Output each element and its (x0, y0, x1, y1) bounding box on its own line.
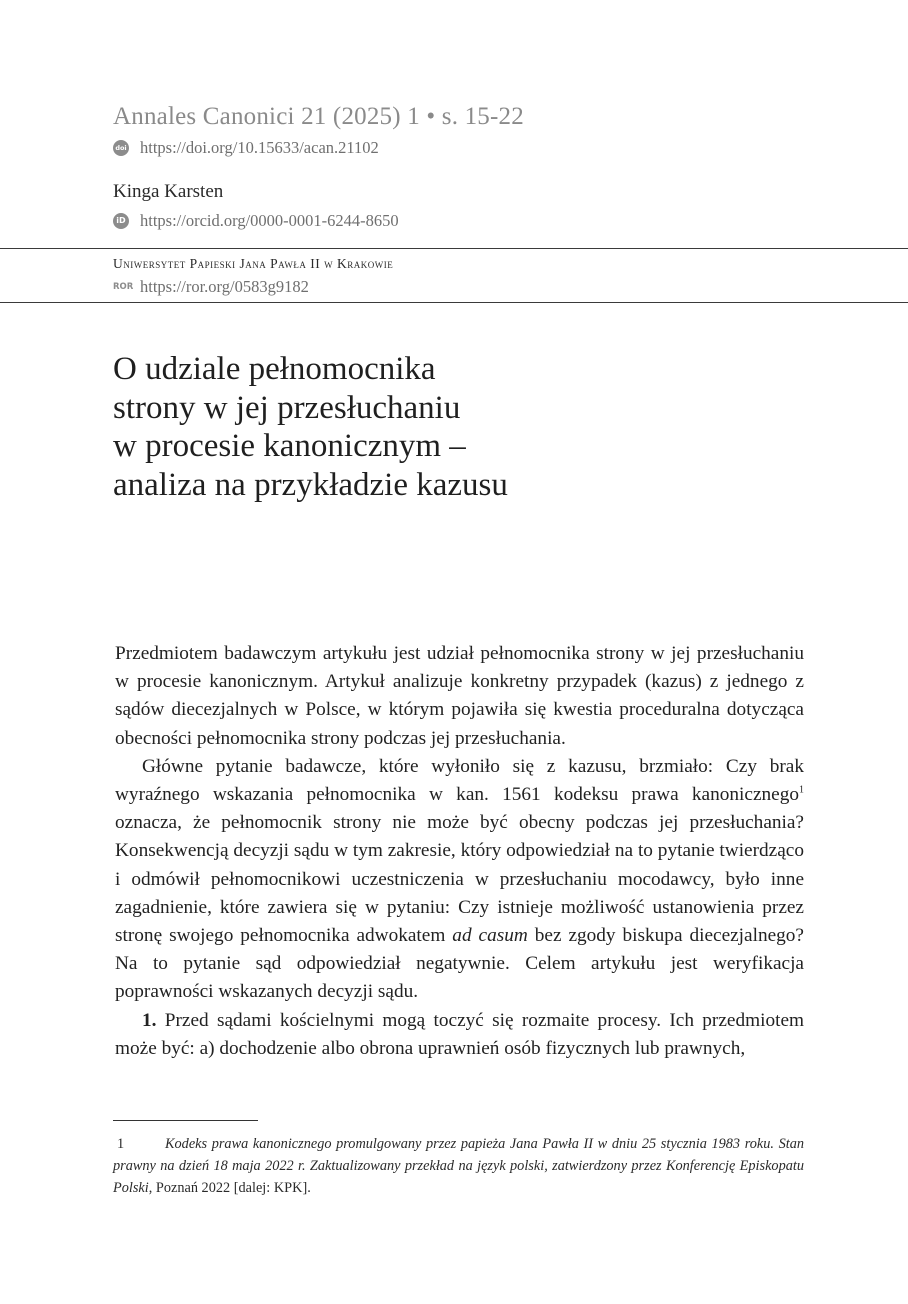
footnote-number: 1 (117, 1136, 125, 1152)
article-title (113, 350, 508, 504)
doi-link[interactable]: https://doi.org/10.15633/acan.21102 (140, 138, 379, 157)
section-number: 1. (142, 1009, 157, 1031)
orcid-icon: iD (113, 213, 129, 229)
research-question-paragraph (115, 753, 804, 1007)
affiliation: Uniwersytet Papieski Jana Pawła II w Krakowie (113, 256, 394, 271)
title-line: O udziale pełnomocnika (113, 351, 436, 387)
footnote-ref[interactable]: 1 (799, 784, 804, 796)
header-rule-top (0, 248, 908, 249)
title-line: w procesie kanonicznym – (113, 428, 466, 464)
orcid-row (113, 211, 399, 231)
footnote-text: , Poznań 2022 [dalej: (148, 1180, 274, 1196)
doi-row (113, 138, 379, 158)
header-rule-bottom (0, 302, 908, 303)
paragraph-text: oznacza, że pełnomocnik strony nie może być obecny podczas jej przesłuchania? Konsekwencją decyzji sądu w tym zakresie, który odpowiedział na to pytanie twierdząco i odmówił pełnomocnikowi uczestniczenia w przesłuchaniu mocodawcy, było inne zagadnienie, które zawiera się w pytaniu: Czy istnieje możliwość ustanowienia przez stronę swojego pełnomocnika adwokatem (115, 812, 804, 947)
journal-citation: Annales Canonici 21 (2025) 1 • s. 15-22 (113, 103, 524, 130)
footnote-rule (113, 1120, 258, 1121)
section-paragraph (115, 1007, 804, 1063)
ror-link[interactable]: https://ror.org/0583g9182 (140, 277, 309, 296)
title-line: strony w jej przesłuchaniu (113, 389, 461, 426)
abstract-paragraph: Przedmiotem badawczym artykułu jest udział pełnomocnika strony w jej przesłuchaniu w procesie kanonicznym. Artykuł analizuje konkretny przypadek (kazus) z jednego z sądów diecezjalnych w Polsce, w którym pojawiła się kwestia proceduralna dotycząca obecności pełnomocnika strony podczas jej przesłuchania. (115, 643, 804, 749)
author-name: Kinga Karsten (113, 181, 224, 202)
orcid-link[interactable]: https://orcid.org/0000-0001-6244-8650 (140, 211, 399, 230)
footnote-abbr: KPK (273, 1180, 303, 1196)
footnote (113, 1133, 804, 1199)
paragraph-text: Główne pytanie badawcze, które wyłoniło się z kazusu, brzmiało: Czy brak wyraźnego wskazania pełnomocnika w kan. 1561 kodeksu prawa kanonicznego (115, 755, 804, 806)
paragraph-text: Przed sądami kościelnymi mogą toczyć się rozmaite procesy. Ich przedmiotem może być: a) dochodzenie albo obrona uprawnień osób fizycznych lub prawnych, (115, 1009, 804, 1059)
ror-row (113, 277, 309, 297)
footnote-italic: Kodeks prawa kanonicznego promulgowany przez papieża Jana Pawła II w dniu 25 stycznia 1983 roku. Stan prawny na dzień 18 maja 2022 r. Zaktualizowany przekład na język polski, zatwierdzony przez Konferencję Episkopatu Polski (113, 1136, 804, 1196)
footnote-end: ]. (302, 1180, 311, 1196)
title-line: analiza na przykładzie kazusu (113, 466, 508, 503)
doi-icon: doi (113, 140, 129, 156)
article-body (115, 640, 804, 1063)
emphasis-text: ad casum (452, 925, 528, 947)
paragraph-text: bez zgody biskupa diecezjalnego? Na to pytanie sąd odpowiedział negatywnie. Celem artykułu jest weryfikacja poprawności wskazanych decyzji sądu. (115, 925, 804, 1003)
ror-icon: ROR (113, 282, 134, 292)
